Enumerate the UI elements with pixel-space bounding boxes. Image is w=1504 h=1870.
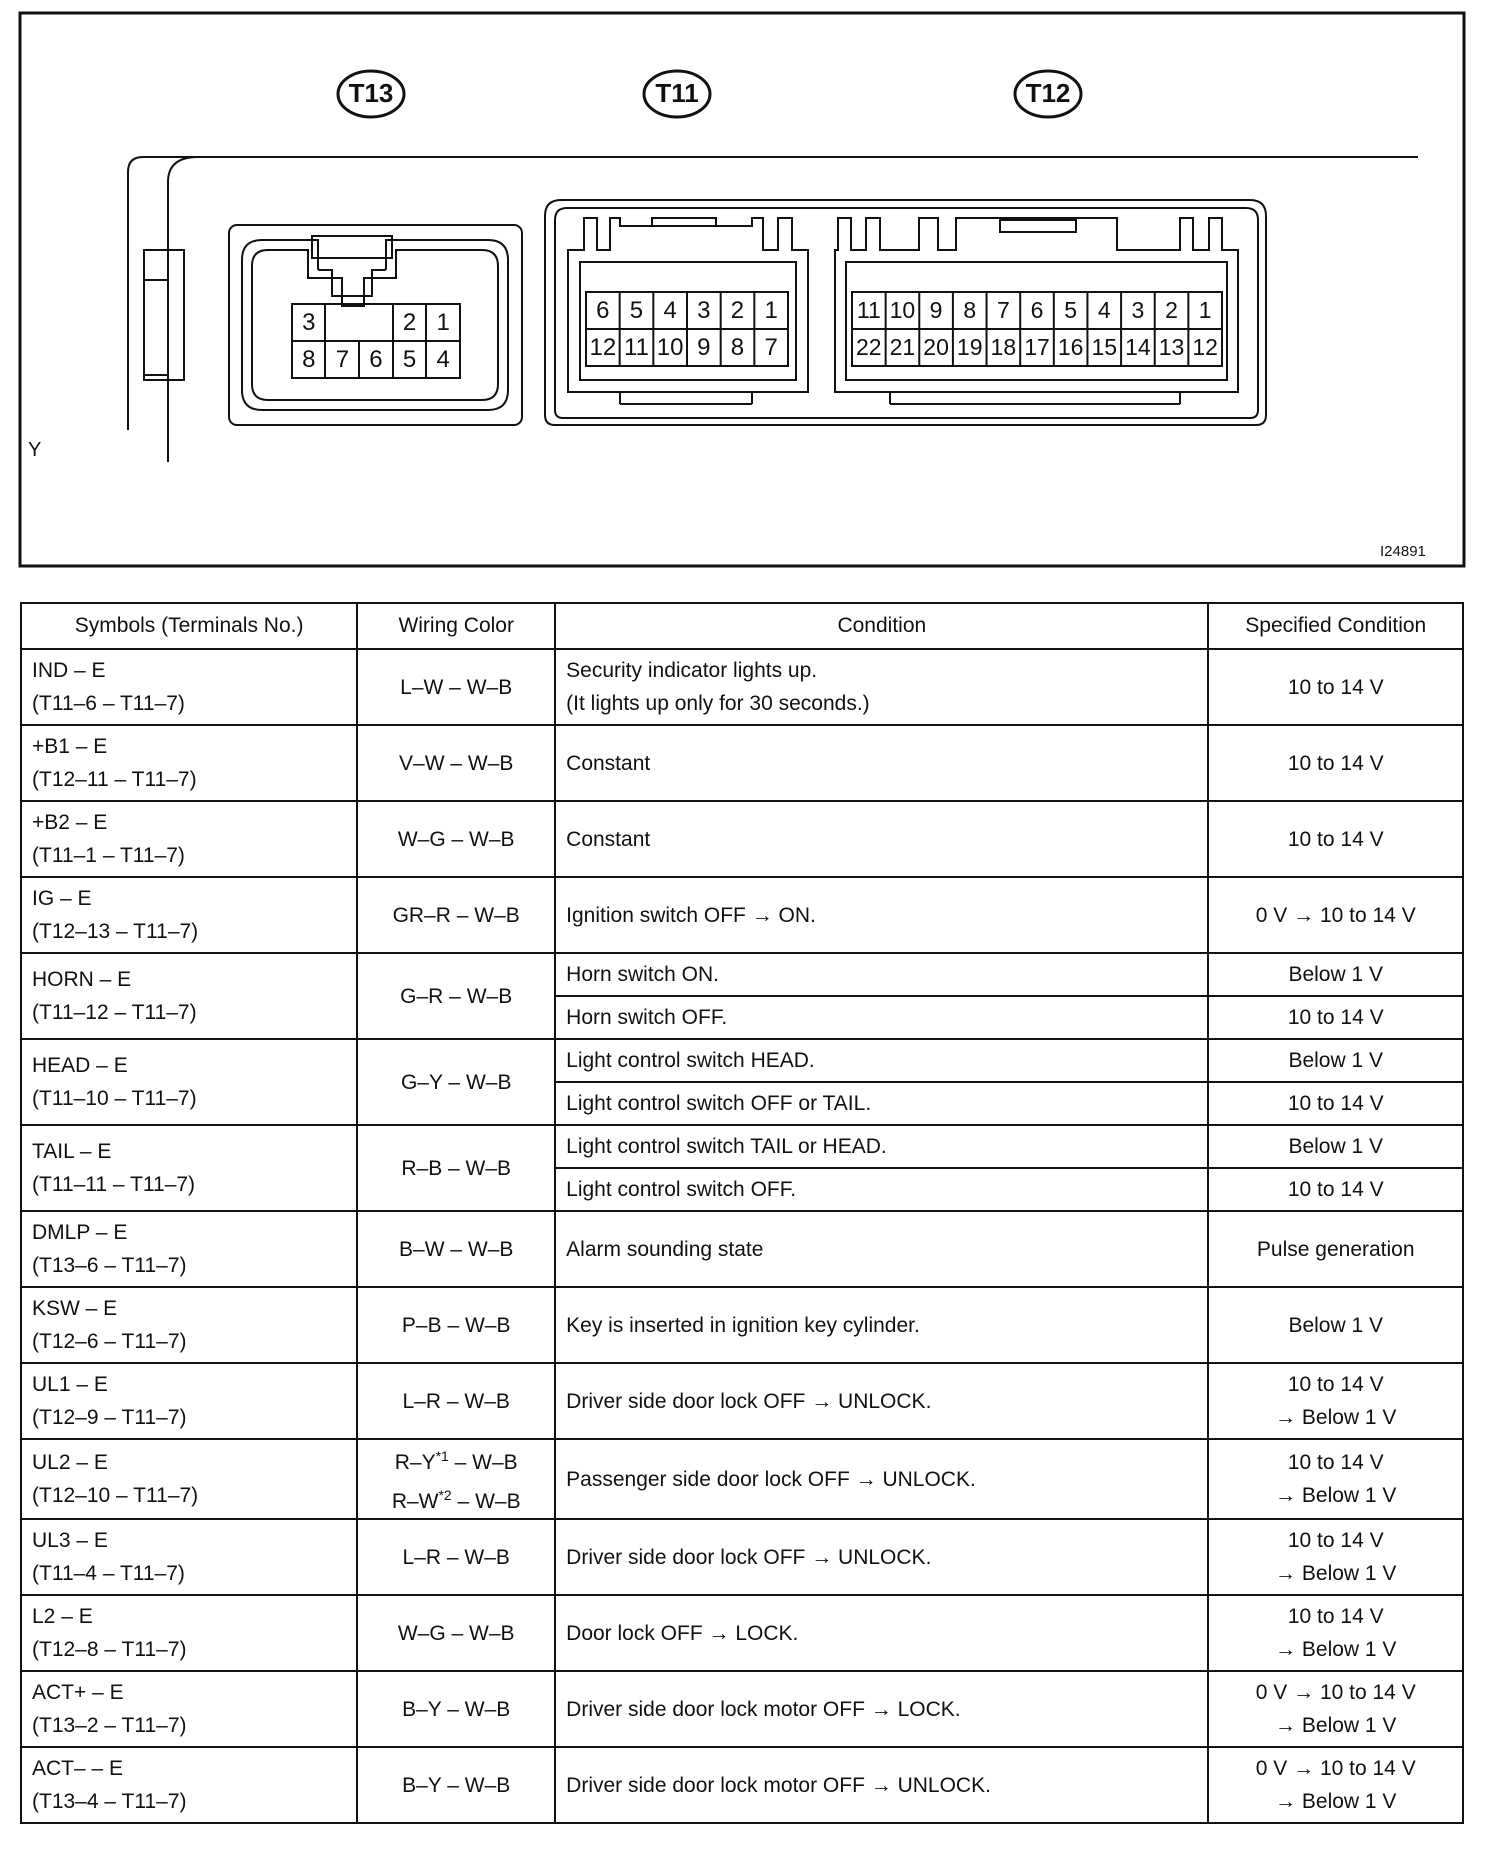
pin-number: 21	[889, 334, 916, 360]
symbol: UL3 – E	[32, 1529, 108, 1552]
symbol: DMLP – E	[32, 1221, 128, 1244]
table-row	[21, 1039, 1463, 1082]
condition: Door lock OFF → LOCK.	[555, 1595, 1208, 1671]
specified-condition-after: → Below 1 V	[1275, 1714, 1397, 1737]
symbol-cell	[21, 1125, 357, 1211]
pin-number: 7	[996, 297, 1010, 323]
condition: Driver side door lock motor OFF → LOCK.	[555, 1671, 1208, 1747]
specified-condition: 10 to 14 V	[1287, 1605, 1384, 1628]
wiring-color: B–Y – W–B	[357, 1671, 555, 1747]
condition: Light control switch OFF.	[555, 1168, 1208, 1211]
condition: Driver side door lock motor OFF → UNLOCK.	[555, 1747, 1208, 1823]
specified-condition-cell	[1208, 1595, 1463, 1671]
pin-number: 1	[1198, 297, 1212, 323]
symbol-cell	[21, 649, 357, 725]
t12-label: T12	[1025, 78, 1071, 108]
wiring-color: G–Y – W–B	[357, 1039, 555, 1125]
pin-number: 14	[1125, 334, 1151, 360]
specified-condition-after: → Below 1 V	[1275, 1638, 1397, 1661]
pin-number: 4	[1097, 297, 1111, 323]
terminals: (T12–10 – T11–7)	[32, 1484, 199, 1507]
pin-number: 8	[302, 346, 316, 373]
wiring-color: L–R – W–B	[357, 1519, 555, 1595]
terminals: (T13–2 – T11–7)	[32, 1714, 187, 1737]
condition: Key is inserted in ignition key cylinder.	[555, 1287, 1208, 1363]
figure-id: I24891	[1380, 543, 1426, 560]
wiring-color-cell	[357, 1439, 555, 1519]
wiring-color: GR–R – W–B	[357, 877, 555, 953]
footnote-mark: *1	[435, 1448, 449, 1464]
specified-condition: Below 1 V	[1208, 1287, 1463, 1363]
terminals: (T11–12 – T11–7)	[32, 1001, 197, 1024]
specified-condition: 10 to 14 V	[1287, 1373, 1384, 1396]
pin-number: 1	[436, 309, 450, 336]
pin-number: 9	[929, 297, 943, 323]
wiring-color: W–G – W–B	[357, 801, 555, 877]
terminals: (T12–8 – T11–7)	[32, 1638, 187, 1661]
wiring-color: B–W – W–B	[357, 1211, 555, 1287]
pin-number: 17	[1024, 334, 1050, 360]
symbol-cell	[21, 1519, 357, 1595]
specified-condition: 0 V → 10 to 14 V	[1255, 1681, 1416, 1704]
pin-number: 9	[697, 334, 711, 361]
wiring-color-variant-2	[368, 1479, 544, 1518]
condition: Light control switch HEAD.	[555, 1039, 1208, 1082]
specified-condition: 10 to 14 V	[1208, 1168, 1463, 1211]
table-row	[21, 1519, 1463, 1595]
specified-condition-after: → Below 1 V	[1275, 1790, 1397, 1813]
terminal-spec-table	[20, 602, 1464, 1824]
wire-color: – W–B	[451, 1490, 521, 1513]
symbol-cell	[21, 1671, 357, 1747]
wiring-color: G–R – W–B	[357, 953, 555, 1039]
pin-number: 6	[596, 297, 610, 324]
terminals: (T12–9 – T11–7)	[32, 1406, 187, 1429]
wiring-color: R–B – W–B	[357, 1125, 555, 1211]
header-wiring-color: Wiring Color	[357, 603, 555, 649]
pin-number: 8	[730, 334, 745, 361]
symbol-cell	[21, 1439, 357, 1519]
specified-condition: Below 1 V	[1208, 953, 1463, 996]
pin-number: 4	[436, 346, 450, 373]
pin-number: 10	[656, 334, 684, 361]
symbol-cell	[21, 877, 357, 953]
wire-color: – W–B	[448, 1451, 518, 1474]
terminals: (T12–6 – T11–7)	[32, 1330, 187, 1353]
t11-label: T11	[655, 78, 699, 108]
symbol-cell	[21, 1287, 357, 1363]
header-condition: Condition	[555, 603, 1208, 649]
specified-condition: 10 to 14 V	[1287, 1529, 1384, 1552]
condition-cell	[555, 649, 1208, 725]
wiring-color: L–W – W–B	[357, 649, 555, 725]
pin-number: 3	[302, 309, 316, 336]
specified-condition-cell	[1208, 1671, 1463, 1747]
symbol-cell	[21, 1363, 357, 1439]
header-symbols: Symbols (Terminals No.)	[21, 603, 357, 649]
pin-number: 6	[369, 346, 383, 373]
condition: Constant	[555, 801, 1208, 877]
table-row	[21, 1125, 1463, 1168]
wiring-color: V–W – W–B	[357, 725, 555, 801]
table-row	[21, 953, 1463, 996]
condition: Horn switch OFF.	[555, 996, 1208, 1039]
pin-number: 10	[889, 297, 916, 323]
condition: Light control switch TAIL or HEAD.	[555, 1125, 1208, 1168]
pin-number: 2	[1165, 297, 1178, 323]
t13-label: T13	[348, 78, 394, 108]
terminals: (T13–4 – T11–7)	[32, 1790, 187, 1813]
pin-number: 12	[589, 334, 617, 361]
symbol-cell	[21, 1747, 357, 1823]
footnote-mark: *2	[438, 1487, 452, 1503]
pin-number: 3	[1131, 297, 1145, 323]
pin-number: 2	[730, 297, 745, 324]
symbol: IND – E	[32, 659, 106, 682]
specified-condition: 10 to 14 V	[1208, 996, 1463, 1039]
condition: Alarm sounding state	[555, 1211, 1208, 1287]
wire-color: R–Y	[394, 1451, 436, 1474]
symbol: KSW – E	[32, 1297, 118, 1320]
pin-number: 1	[764, 297, 778, 324]
t13-connector	[229, 225, 522, 425]
specified-condition: 0 V → 10 to 14 V	[1208, 877, 1463, 953]
specified-condition: Below 1 V	[1208, 1039, 1463, 1082]
symbol: UL2 – E	[32, 1451, 108, 1474]
pin-number: 13	[1158, 334, 1185, 360]
pin-number: 8	[963, 297, 977, 323]
specified-condition: 10 to 14 V	[1287, 1451, 1384, 1474]
table-row	[21, 1671, 1463, 1747]
specified-condition: 10 to 14 V	[1208, 1082, 1463, 1125]
condition: Passenger side door lock OFF → UNLOCK.	[555, 1439, 1208, 1519]
specified-condition: 10 to 14 V	[1208, 801, 1463, 877]
terminals: (T11–1 – T11–7)	[32, 844, 185, 867]
pin-number: 11	[856, 297, 881, 323]
terminals: (T11–4 – T11–7)	[32, 1562, 185, 1585]
condition-note: (It lights up only for 30 seconds.)	[566, 692, 870, 715]
pin-number: 16	[1057, 334, 1084, 360]
pin-number: 5	[629, 297, 644, 324]
symbol: HEAD – E	[32, 1054, 128, 1077]
wiring-color: B–Y – W–B	[357, 1747, 555, 1823]
symbol: TAIL – E	[32, 1140, 112, 1163]
wiring-color: W–G – W–B	[357, 1595, 555, 1671]
pin-number: 20	[923, 334, 949, 360]
specified-condition-after: → Below 1 V	[1275, 1406, 1397, 1429]
table-row	[21, 1287, 1463, 1363]
terminals: (T11–11 – T11–7)	[32, 1173, 196, 1196]
specified-condition: 0 V → 10 to 14 V	[1255, 1757, 1416, 1780]
table-row	[21, 649, 1463, 725]
specified-condition-cell	[1208, 1519, 1463, 1595]
symbol-cell	[21, 1595, 357, 1671]
condition: Ignition switch OFF → ON.	[555, 877, 1208, 953]
terminals: (T13–6 – T11–7)	[32, 1254, 187, 1277]
table-row	[21, 1211, 1463, 1287]
pin-number: 12	[1192, 334, 1218, 360]
symbol: +B1 – E	[32, 735, 108, 758]
terminals: (T12–13 – T11–7)	[32, 920, 199, 943]
symbol: UL1 – E	[32, 1373, 108, 1396]
symbol-cell	[21, 1211, 357, 1287]
specified-condition-cell	[1208, 1363, 1463, 1439]
pin-number: 15	[1091, 334, 1118, 360]
condition: Security indicator lights up.	[566, 659, 818, 682]
specified-condition: 10 to 14 V	[1208, 649, 1463, 725]
pin-number: 5	[1064, 297, 1078, 323]
symbol: IG – E	[32, 887, 92, 910]
header-specified-condition: Specified Condition	[1208, 603, 1463, 649]
table-row	[21, 725, 1463, 801]
side-label: Y	[28, 439, 42, 461]
condition: Light control switch OFF or TAIL.	[555, 1082, 1208, 1125]
symbol-cell	[21, 953, 357, 1039]
terminals: (T12–11 – T11–7)	[32, 768, 197, 791]
pin-number: 4	[663, 297, 677, 324]
connector-drawing	[0, 0, 1504, 580]
pin-number: 2	[402, 309, 417, 336]
pin-number: 3	[697, 297, 711, 324]
wiring-color-variant-1	[368, 1440, 544, 1479]
pin-number: 22	[856, 334, 882, 360]
table-row	[21, 1363, 1463, 1439]
specified-condition: 10 to 14 V	[1208, 725, 1463, 801]
terminals: (T11–6 – T11–7)	[32, 692, 185, 715]
symbol: ACT– – E	[32, 1757, 124, 1780]
table-row	[21, 877, 1463, 953]
pin-number: 7	[335, 346, 350, 373]
specified-condition-after: → Below 1 V	[1275, 1484, 1397, 1507]
pin-number: 7	[764, 334, 778, 361]
condition: Driver side door lock OFF → UNLOCK.	[555, 1519, 1208, 1595]
table-row	[21, 1439, 1463, 1519]
table-header-row	[21, 603, 1463, 649]
symbol: +B2 – E	[32, 811, 108, 834]
symbol-cell	[21, 801, 357, 877]
terminals: (T11–10 – T11–7)	[32, 1087, 197, 1110]
specified-condition-cell	[1208, 1747, 1463, 1823]
pin-number: 18	[990, 334, 1017, 360]
symbol: HORN – E	[32, 968, 132, 991]
symbol-cell	[21, 1039, 357, 1125]
wiring-color: P–B – W–B	[357, 1287, 555, 1363]
specified-condition-cell	[1208, 1439, 1463, 1519]
symbol-cell	[21, 725, 357, 801]
specified-condition: Below 1 V	[1208, 1125, 1463, 1168]
pin-number: 11	[624, 334, 649, 361]
condition: Horn switch ON.	[555, 953, 1208, 996]
table-row	[21, 1747, 1463, 1823]
pin-number: 19	[956, 334, 983, 360]
pin-number: 6	[1030, 297, 1044, 323]
condition: Constant	[555, 725, 1208, 801]
table-row	[21, 801, 1463, 877]
specified-condition: Pulse generation	[1208, 1211, 1463, 1287]
wire-color: R–W	[391, 1490, 439, 1513]
table-row	[21, 1595, 1463, 1671]
symbol: ACT+ – E	[32, 1681, 124, 1704]
connector-diagram	[0, 0, 1504, 580]
wiring-color: L–R – W–B	[357, 1363, 555, 1439]
pin-number: 5	[402, 346, 417, 373]
condition: Driver side door lock OFF → UNLOCK.	[555, 1363, 1208, 1439]
symbol: L2 – E	[32, 1605, 93, 1628]
specified-condition-after: → Below 1 V	[1275, 1562, 1397, 1585]
